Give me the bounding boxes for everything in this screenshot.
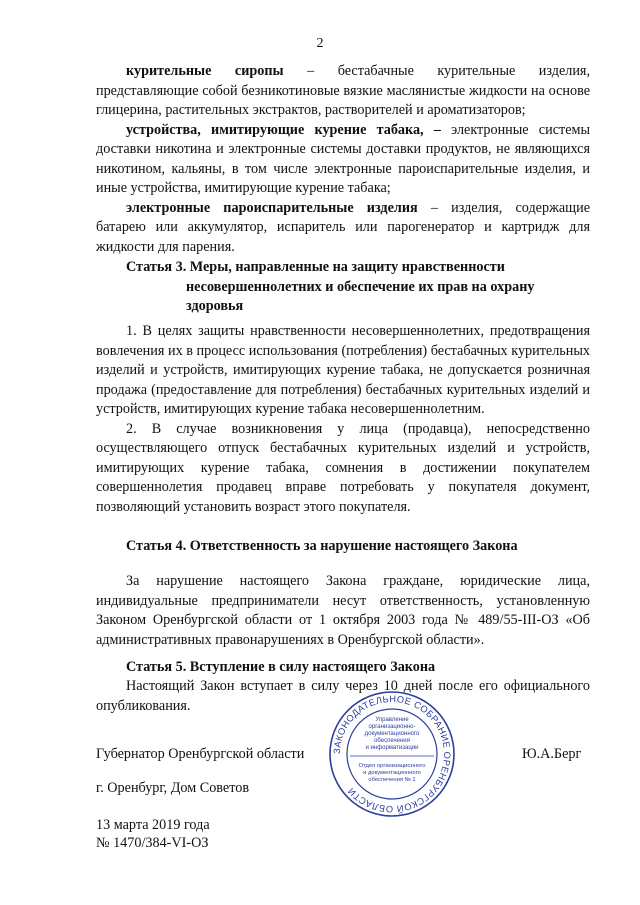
article3-title-line2: несовершеннолетних и обеспечение их прав на охрану bbox=[186, 278, 535, 295]
svg-text:обеспечения № 1: обеспечения № 1 bbox=[368, 777, 416, 783]
article4-paragraph: За нарушение настоящего Закона граждане, юридические лица, индивидуальные предприниматели несут ответственность, установленную Законом Оренбургской области от 1 октября 2003 года № 489/55-III-ОЗ «Об административных правонарушениях в Оренбургской области». bbox=[96, 573, 590, 648]
seal-outer-ring bbox=[330, 692, 454, 816]
svg-text:и документационного: и документационного bbox=[363, 770, 421, 776]
signature-position: Губернатор Оренбургской области bbox=[96, 746, 305, 762]
signature-place: г. Оренбург, Дом Советов bbox=[96, 780, 250, 796]
signature-date: 13 марта 2019 года bbox=[96, 817, 210, 833]
svg-text:Управление: Управление bbox=[375, 717, 409, 723]
definition-text: – бестабачные курительные изделия, представляющие собой безникотиновые вязкие маслянистые жидкости на основе глицерина, растительных экстрактов, растворителей и ароматизаторов; bbox=[96, 63, 591, 118]
page-number: 2 bbox=[316, 36, 324, 51]
svg-text:организационно-: организационно- bbox=[368, 724, 416, 730]
seal-inner-bottom-text bbox=[359, 763, 426, 783]
svg-text:Отдел организационного: Отдел организационного bbox=[358, 763, 426, 769]
seal-ring-text: ЗАКОНОДАТЕЛЬНОЕ СОБРАНИЕ ОРЕНБУРГСКОЙ ОБЛАСТИ bbox=[331, 693, 453, 815]
official-seal-stamp bbox=[328, 690, 456, 818]
article5-heading: Статья 5. Вступление в силу настоящего Закона bbox=[126, 659, 436, 675]
svg-text:обеспечения: обеспечения bbox=[374, 738, 410, 744]
definition-text: – изделия, содержащие батарею или аккумулятор, испаритель или парогенератор и картридж для жидкости для парения. bbox=[96, 199, 590, 255]
definition-paragraph bbox=[96, 121, 590, 199]
definition-term: курительные сиропы bbox=[126, 63, 284, 79]
svg-text:и информатизации: и информатизации bbox=[365, 745, 419, 751]
definition-term: электронные пароиспарительные изделия bbox=[126, 199, 418, 216]
definition-text: электронные системы доставки никотина и электронные системы доставки продуктов, не являющихся никотином, кальяны, в том числе электронные пароиспарительные изделия, и иные устройства, имитирующие курение табака; bbox=[96, 121, 590, 196]
article5-paragraph: Настоящий Закон вступает в силу через 10 дней после его официального опубликования. bbox=[96, 678, 590, 714]
article4-body bbox=[96, 572, 590, 650]
article3-title-line3: здоровья bbox=[186, 298, 244, 314]
definition-paragraph bbox=[96, 62, 590, 121]
article3-heading bbox=[126, 258, 586, 317]
article3-paragraph-1: 1. В целях защиты нравственности несовершеннолетних, предотвращения вовлечения их в процесс использования (потребления) бестабачных курительных изделий и устройств, имитирующих курение табака, не допускается розничная продажа (предоставление для потребления) бестабачных курительных изделий и устройств, имитирующих курение табака несовершеннолетним. bbox=[96, 323, 590, 417]
article3-title-line1: Статья 3. Меры, направленные на защиту нравственности bbox=[126, 259, 505, 275]
svg-text:документационного: документационного bbox=[364, 731, 420, 737]
article3-body bbox=[96, 322, 590, 517]
definition-paragraph bbox=[96, 199, 590, 258]
definitions-block bbox=[96, 62, 590, 257]
article4-heading: Статья 4. Ответственность за нарушение настоящего Закона bbox=[126, 538, 518, 554]
definition-term: устройства, имитирующие курение табака, – bbox=[126, 121, 441, 138]
article3-paragraph-2: 2. В случае возникновения у лица (продавца), непосредственно осуществляющего отпуск бестабачных курительных изделий и устройств, имитирующих курение табака, сомнения в достижении покупателем совершеннолетия продавец вправе потребовать у покупателя документ, позволяющий установить возраст этого покупателя. bbox=[96, 420, 590, 515]
signature-name: Ю.А.Берг bbox=[522, 746, 582, 762]
seal-inner-top-text bbox=[365, 717, 420, 751]
signature-number: № 1470/384-VI-ОЗ bbox=[96, 835, 209, 851]
